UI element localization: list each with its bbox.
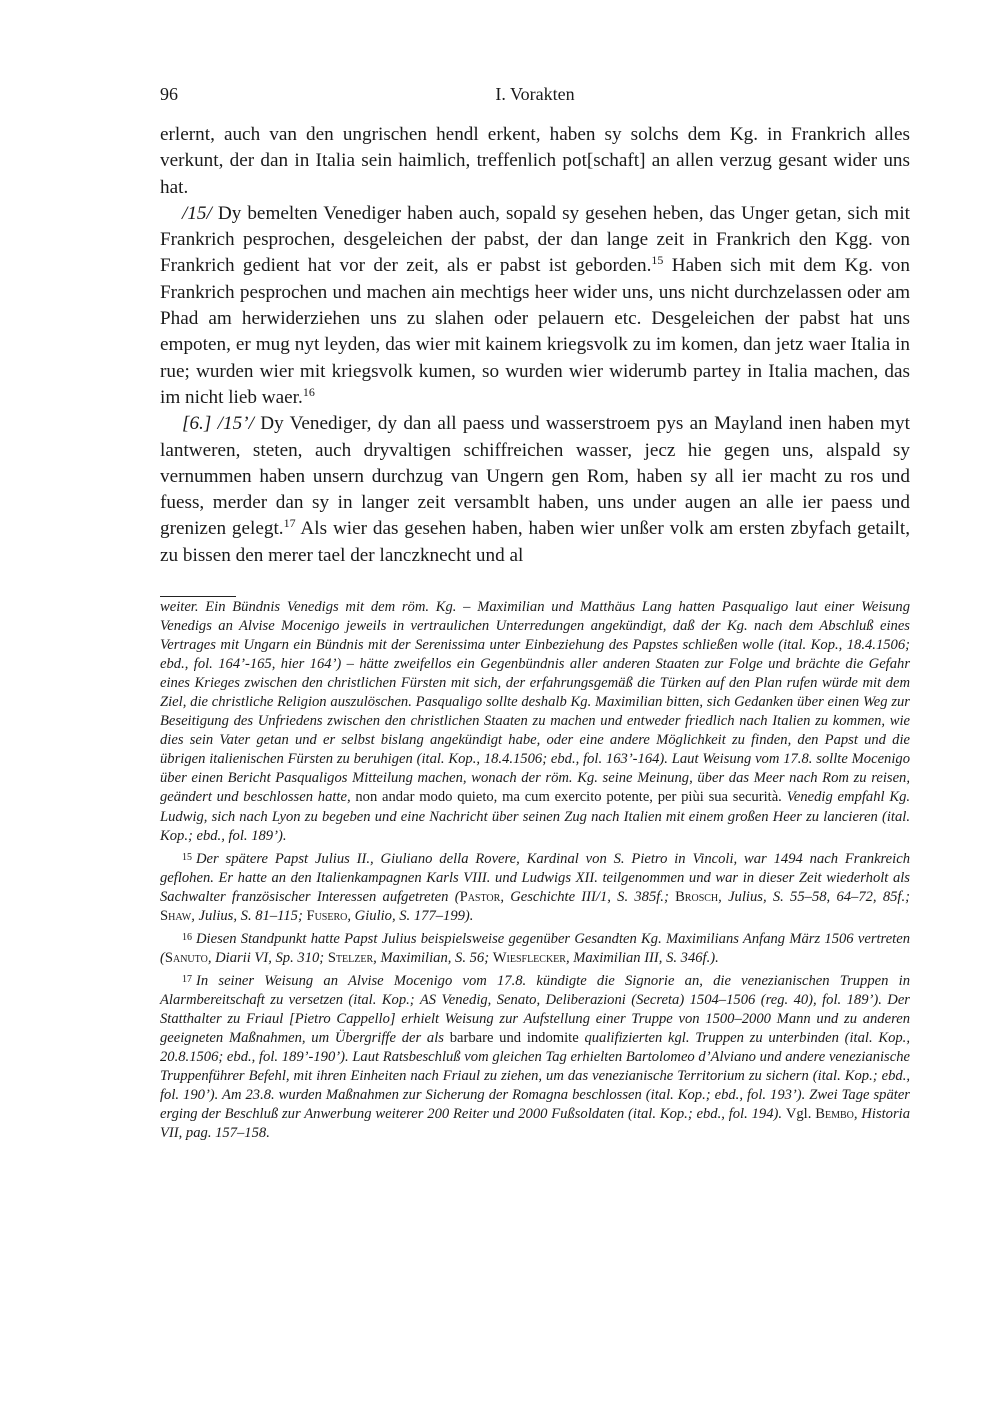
folio-marker: /15/ [182,202,212,224]
footnote-17-text-a: In seiner Weisung an Alvise Mocenigo vom 17.8. kündigte die Signorie an, die venezianischen Truppen in Alarmbereitschaft zu versetzen (ital. Kop.; AS Venedig, Senato, Deliberazioni (Secreta) 1504–1506 (reg. 40), fol. 189’). Der Statthalter zu Friaul [Pietro Cappello] erhielt Weisung zur Aufstellung einer Truppe von 1500–2000 Mann und zu anderen geeigneten Maßnahmen, um Übergriffe der als [160,972,910,1047]
paragraph-3 [160,411,910,569]
paragraph-3-text-b: Als wier das gesehen haben, haben wier unßer volk am ersten zbyfach getailt, zu bissen den merer tael der lanczknecht und al [160,518,910,566]
footnote-continuation [160,598,910,846]
author-name: Stelzer [327,949,374,966]
author-name: Shaw [160,907,192,924]
paragraph-2 [160,201,910,411]
footnote-quote: non andar modo quieto, ma cum exercito potente, per piùi sua securità. [355,789,782,806]
footnote-continuation-text-b: Venedig empfahl Kg. Ludwig, sich nach Lyon zu begeben und eine Nachricht über seinen Zug nach Italien mit einem großen Heer zu lancieren (ital. Kop.; ebd., fol. 189’). [160,789,911,844]
footnote-ref-15: 15 [651,253,664,268]
footnote-number: 16 [182,931,192,943]
footnote-17 [160,970,910,1143]
footnote-quote: barbare und indomite [449,1030,579,1047]
footnote-ref-16: 16 [302,384,315,399]
paragraph-1 [160,122,910,201]
page-number: 96 [160,84,178,104]
footnote-ref-17: 17 [283,516,296,531]
footnote-continuation-text-a: weiter. Ein Bündnis Venedigs mit dem röm. Kg. – Maximilian und Matthäus Lang hatten Pasqualigo laut einer Weisung Venedigs an Alvise Mocenigo jeweils in vertraulichen Unterredungen angekündigt, daß der Kg. nach dem Abschluß eines Vertrages mit Ungarn ein Bündnis mit der Serenissima unter Einbeziehung des Papstes schließen wolle (ital. Kop., 18.4.1506; ebd., fol. 164’-165, hier 164’) – hätte zweifellos ein Gegenbündnis aller anderen Staaten zur Folge und brächte die Gefahr eines Krieges zwischen den christlichen Fürsten mit sich, der erfahrungsgemäß die Türken auf den Plan rufen würde mit dem Ziel, die christliche Religion auszulöschen. Pasqualigo sollte deshalb Kg. Maximilian bitten, sich Gedanken über einen Weg zur Beseitigung des Unfriedens zwischen den christlichen Staaten zu machen und entweder friedlich nach Italien zu kommen, wie dies sein Vater getan und er selbst bislang angekündigt habe, oder eine andere Möglichkeit zu finden, den Papst und die übrigen italienischen Fürsten zu beruhigen (ital. Kop., 18.4.1506; ebd., fol. 163’-164). Laut Weisung vom 17.8. sollte Mocenigo über einen Bericht Pasqualigos Mitteilung machen, wonach der röm. Kg. seine Meinung, über das Meer nach Rom zu reisen, geändert und beschlossen hatte, [160,599,910,806]
author-name: Fusero [306,907,348,924]
citation-text: , Historia VII, pag. 157–158. [160,1106,911,1142]
citation-text: , Julius, S. 81–115; [191,907,307,924]
paragraph-2-text-a: Dy bemelten Venediger haben auch, sopald sy gesehen heben, das Unger getan, sich mit Frankrich pesprochen, desgeleichen der pabst, der dan lange zeit in Frankrich den Kgg. von Frankrich gedient hat vor der zeit, als er pabst ist geborden. [160,202,910,277]
paragraph-2-text-b: Haben sich mit dem Kg. von Frankrich pesprochen und machen ain mechtigs heer wider uns, uns nicht durchzelassen oder am Phad am herwiderziehen uns zu slahen oder pelauern etc. Desgeleichen der pabst hat uns empoten, er mug nyt leyden, das wier mit kainem kriegsvolk zu im komen, dan jetz waer Italia in rue; wurden wier mit kriegsvolk kumen, so wurden wier widerumb partey in Italia machen, das im nicht lieb waer. [160,255,910,408]
footnotes [160,598,910,1143]
citation-text: , Diarii VI, Sp. 310; [207,949,328,966]
footnote-17-text-b: qualifizierten kgl. Truppen zu unterbinden (ital. Kop., 20.8.1506; ebd., fol. 189’-190’). Laut Ratsbeschluß vom gleichen Tag erhielten Bartolomeo d’Alviano und andere venezianische Truppenführer Befehl, mit ihren Einheiten nach Friaul zu ziehen, um das venezianische Territorium zu sichern (ital. Kop.; ebd., fol. 190’). Am 23.8. wurden Maßnahmen zur Sicherung der Romagna beschlossen (ital. Kop.; ebd., fol. 193’). Zwei Tage später erging der Beschluß zur Anwerbung weiterer 200 Reiter und 2000 Fußsoldaten (ital. Kop.; ebd., fol. 194). [160,1030,910,1123]
citation-text: , Geschichte III/1, S. 385f.; [500,888,676,905]
paragraph-3-text-a: Dy Venediger, dy dan all paess und wasserstroem pys an Mayland inen haben myt lantweren, steten, auch dryvaltigen schiffreichen wasser, jecz hie gegen uns, alspald sy vernummen haben unsern durchzug van Ungern gen Rom, haben sy all ier macht zu ros und fuess, merder dan sy in langer zeit versamblt haben, uns under augen an alle ier paess und grenizen gelegt. [160,413,910,540]
citation-text: , Julius, S. 55–58, 64–72, 85f.; [718,888,910,905]
footnote-16-text: Diesen Standpunkt hatte Papst Julius beispielsweise gegenüber Gesandten Kg. Maximilians Anfang März 1506 vertreten ( [160,930,910,966]
author-name: Wiesflecker [492,949,566,966]
footnote-separator [160,596,236,597]
author-name: Brosch [675,888,719,905]
citation-text: , Giulio, S. 177–199). [347,907,474,924]
author-name: Sanuto [164,949,208,966]
footnote-number: 17 [182,973,192,985]
footnote-16 [160,928,910,968]
footnote-15-text: Der spätere Papst Julius II., Giuliano della Rovere, Kardinal von S. Pietro in Vincoli, war 1494 nach Frankreich geflohen. Er hatte an den Italienkampagnen Karls VIII. und Ludwigs XII. teilgenommen und war in dieser Zeit wiederholt als Sachwalter französischer Interessen aufgetreten ( [160,850,910,905]
paragraph-1-text: erlernt, auch van den ungrischen hendl erkent, haben sy solchs dem Kg. in Frankrich alles verkunt, der dan in Italia sein haimlich, treffenlich pot[schaft] an allen verzug gesant wider uns hat. [160,124,910,198]
citation-prefix: Vgl. [785,1106,812,1123]
running-title: I. Vorakten [495,84,575,104]
section-marker: [6.] /15’/ [182,413,254,435]
main-text [160,122,910,569]
citation-text: , Maximilian III, S. 346f.). [565,949,719,966]
footnote-15 [160,848,910,926]
citation-text: , Maximilian, S. 56; [373,949,493,966]
author-name: Bembo [815,1106,854,1123]
page-header [160,84,910,108]
author-name: Pastor [459,888,501,905]
footnote-number: 15 [182,851,192,863]
